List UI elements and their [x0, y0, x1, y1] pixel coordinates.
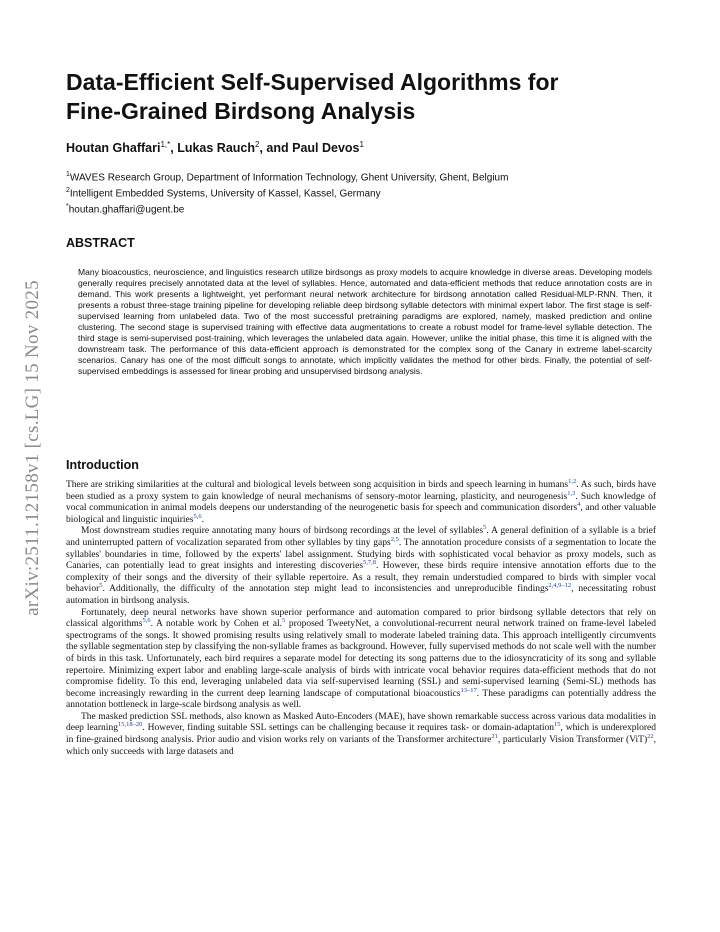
citation-link[interactable]: 2,5 — [390, 535, 399, 543]
paragraph-text: , and other valuable biological and linguistic inquiries — [66, 503, 656, 525]
author-list — [66, 140, 656, 155]
citation-link[interactable]: 5 — [483, 524, 487, 532]
affiliation-text: WAVES Research Group, Department of Information Technology, Ghent University, Ghent, Belgium — [69, 172, 509, 184]
affiliation-line — [66, 169, 656, 185]
citation-link[interactable]: 22 — [647, 732, 654, 740]
citation-link[interactable]: 1,2 — [568, 477, 577, 485]
paragraph-text: , which is underexplored in fine-grained birdsong analysis. Prior audio and vision works rely on variants of the Transformer architecture — [66, 723, 656, 746]
paragraph-text: . As such, birds have been studied as a proxy system to gain knowledge of neural mechanisms of sensory-motor learning, plasticity, and neurogenesis — [66, 480, 656, 502]
paragraph-text: There are striking similarities at the cultural and biological levels between song acquisition in birds and speech learning in humans — [66, 480, 569, 490]
paragraph-text: . A general definition of a syllable is a brief and uninterrupted pattern of vocalization separated from other syllables by tiny gaps — [66, 526, 656, 548]
author-name: Paul Devos — [292, 141, 360, 156]
author-affiliation-mark: 2 — [255, 140, 260, 149]
paragraph-text: . Additionally, the difficulty of the annotation step might lead to inconsistencies and unreproducible findings — [102, 584, 549, 595]
citation-link[interactable]: 15,18–20 — [117, 721, 143, 729]
paper-title — [66, 68, 656, 126]
citation-link[interactable]: 21 — [491, 732, 498, 740]
citation-link[interactable]: 13–17 — [460, 686, 477, 694]
title-line-2: Fine-Grained Birdsong Analysis — [66, 98, 416, 124]
paragraph-text: Fortunately, deep neural networks have shown superior performance and automation compared to prior birdsong syllable detectors that rely on classical algorithms — [66, 607, 656, 630]
citation-link[interactable]: 5,6 — [193, 512, 202, 520]
paragraph-text: , particularly Vision Transformer (ViT) — [497, 735, 648, 746]
intro-paragraph — [66, 712, 656, 758]
paragraph-text: . — [201, 514, 204, 525]
affiliation-mark: 2 — [66, 186, 70, 194]
author-affiliation-mark: 1,* — [160, 140, 171, 149]
paragraph-text: proposed TweetyNet, a convolutional-recurrent neural network trained on frame-level labeled spectrograms of the songs. It showed promising results using relatively small to moderate labeled training data. This approach intelligently circumvents the syllable segmentation step by classifying the non-syllable frames as background. However, fully supervised methods do not scale well with the number of birds in this task. Unfortunately, each bird requires a separate model for detecting its song patterns due to the idiosyncraticity of its song and syllable repertoire. Minimizing expert labor and enabling large-scale analysis of birds with intricate vocal behavior requires data-efficient methods that do not compromise fidelity. To this end, leveraging unlabeled data via self-supervised learning (SSL) and semi-supervised learning (Semi-SL) methods has become increasingly rewarding in the current deep learning landscape of computational bioacoustics — [66, 619, 656, 699]
paragraph-text: . A notable work by Cohen et al. — [150, 619, 283, 630]
arxiv-sidebar — [20, 258, 46, 638]
affiliation-text: Intelligent Embedded Systems, University of Kassel, Kassel, Germany — [69, 188, 381, 200]
paragraph-text: Most downstream studies require annotating many hours of birdsong recordings at the level of syllables — [81, 526, 484, 537]
intro-paragraph — [66, 477, 656, 526]
affiliation-line — [66, 201, 656, 217]
author-separator: , and — [259, 141, 293, 156]
citation-link[interactable]: 5,7,8 — [363, 559, 377, 566]
author-name: Lukas Rauch — [177, 141, 256, 156]
citation-link[interactable]: 4 — [577, 501, 581, 509]
paragraph-text: . The annotation procedure consists of a segmentation to locate the syllables' boundaries in time, followed by the experts' label assignment. Studying birds with sophisticated vocal behavior as proxy models, such as Canaries, can potentially lead to great insights and interesting discoveries — [66, 537, 656, 572]
introduction-body — [66, 477, 657, 758]
citation-link[interactable]: 1,3 — [567, 489, 576, 497]
paragraph-text: , necessitating robust automation in birdsong analysis. — [66, 584, 656, 606]
abstract-heading: ABSTRACT — [66, 236, 135, 250]
author-separator: , — [170, 141, 178, 156]
paragraph-text: . These paradigms can potentially address the annotation bottleneck in large-scale birdsong analysis as well. — [66, 688, 657, 711]
author-name: Houtan Ghaffari — [66, 141, 161, 156]
paragraph-text: . Such knowledge of vocal communication in animal models deepens our understanding of the neurogenetic basis for speech and communication disorders — [66, 491, 656, 514]
paper-header — [66, 68, 656, 217]
affiliation-mark: 1 — [66, 171, 70, 179]
citation-link[interactable]: 5 — [99, 582, 103, 590]
abstract-text: Many bioacoustics, neuroscience, and linguistics research utilize birdsongs as proxy models to acquire knowledge in diverse areas. Developing models generally requires precisely annotated data at the level of syllables. Hence, automated and data-efficient methods that reduce annotation costs are in demand. This work presents a lightweight, yet performant neural network architecture for birdsong annotation called Residual-MLP-RNN. Then, it presents a robust three-stage training pipeline for developing reliable deep birdsong syllable detectors with minimal expert labor. The first stage is self-supervised learning from unlabeled data. Two of the most successful pretraining paradigms are explored, namely, masked prediction and online clustering. The second stage is supervised training with effective data augmentations to create a robust model for frame-level syllable detection. The third stage is semi-supervised post-training, which leverages the unlabeled data again. However, unlike the initial phase, this time it is aligned with the downstream task. The performance of this data-efficient approach is demonstrated for the complex song of the Canary in extreme label-scarcity scenarios. Canary has one of the most difficult songs to annotate, which implicitly validates the method for other birds. Finally, the potential of self-supervised embeddings is assessed for linear probing and unsupervised birdsong analysis. — [78, 267, 652, 376]
citation-link[interactable]: 5 — [282, 616, 286, 624]
paragraph-text: , which only succeeds with large datasets and — [66, 735, 656, 757]
affiliation-mark: * — [66, 202, 69, 210]
intro-paragraph — [66, 526, 656, 607]
intro-paragraph — [66, 608, 656, 712]
citation-link[interactable]: 2,4,9–12 — [548, 582, 572, 590]
title-line-1: Data-Efficient Self-Supervised Algorithms for — [66, 69, 559, 95]
paragraph-text: . However, finding suitable SSL settings can be challenging because it requires task- or domain-adaptation — [142, 723, 555, 734]
affiliation-text: houtan.ghaffari@ugent.be — [68, 204, 185, 216]
arxiv-identifier: arXiv:2511.12158v1 [cs.LG] 15 Nov 2025 — [22, 280, 43, 616]
affiliation-line — [66, 185, 656, 201]
citation-link[interactable]: 15 — [554, 721, 561, 729]
citation-link[interactable]: 5,6 — [142, 616, 151, 624]
paragraph-text: The masked prediction SSL methods, also known as Masked Auto-Encoders (MAE), have shown remarkable success across various data modalities in deep learning — [66, 711, 656, 734]
author-affiliation-mark: 1 — [359, 140, 364, 149]
introduction-heading: Introduction — [66, 458, 139, 472]
affiliations — [66, 169, 656, 216]
paragraph-text: . However, these birds require intensive annotation efforts due to the complexity of their songs and the diversity of their syllable repertoire. As a result, they remain understudied compared to birds with simpler vocal behavior — [66, 561, 656, 595]
